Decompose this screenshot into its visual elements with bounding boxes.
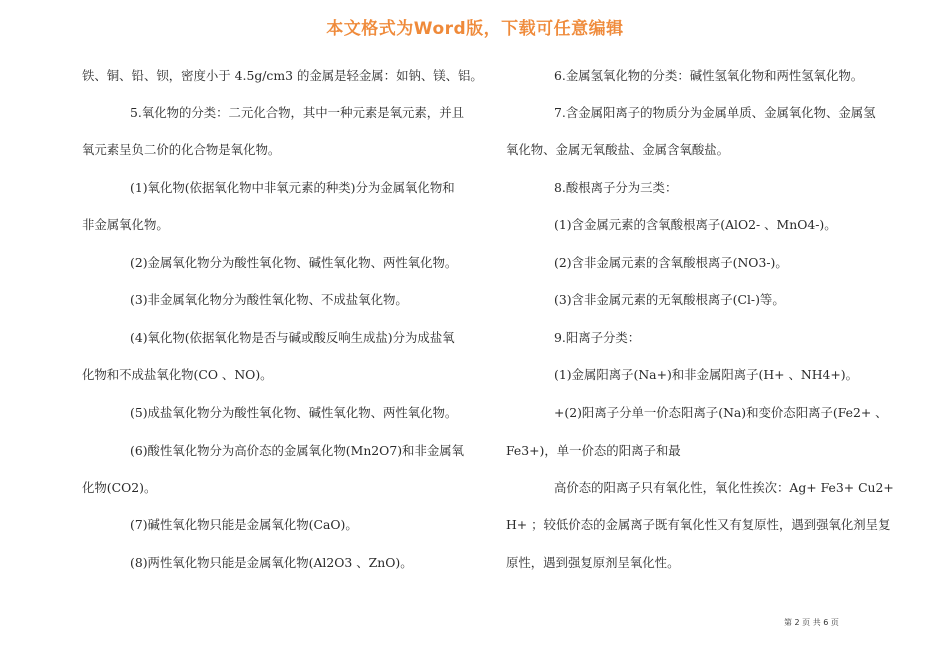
text-line: 6.金属氢氧化物的分类：碱性氢氧化物和两性氢氧化物。: [554, 68, 864, 83]
text-line: (4)氧化物(依据氧化物是否与碱或酸反响生成盐)分为成盐氧: [130, 330, 455, 345]
text-line: H+ ；较低价态的金属离子既有氧化性又有复原性，遇到强氧化剂呈复: [506, 517, 891, 532]
text-line: 铁、铜、铅、钡，密度小于 4.5g/cm3 的金属是轻金属：如钠、镁、铝。: [82, 68, 483, 83]
text-line: (1)金属阳离子(Na+)和非金属阳离子(H+ 、NH4+)。: [554, 367, 859, 382]
text-line: (7)碱性氧化物只能是金属氧化物(CaO)。: [130, 517, 358, 532]
text-line: 高价态的阳离子只有氧化性，氧化性挨次：Ag+ Fe3+ Cu2+: [554, 480, 894, 495]
text-line: 9.阳离子分类：: [554, 330, 641, 345]
text-line: Fe3+)，单一价态的阳离子和最: [506, 443, 681, 458]
text-line: (2)含非金属元素的含氧酸根离子(NO3-)。: [554, 255, 788, 270]
text-line: 7.含金属阳离子的物质分为金属单质、金属氧化物、金属氢: [554, 105, 876, 120]
text-line: 化物和不成盐氧化物(CO 、NO)。: [82, 367, 273, 382]
text-line: 非金属氧化物。: [82, 217, 169, 232]
text-line: (5)成盐氧化物分为酸性氧化物、碱性氧化物、两性氧化物。: [130, 405, 458, 420]
text-line: 化物(CO2)。: [82, 480, 157, 495]
text-line: 氧元素呈负二价的化合物是氧化物。: [82, 142, 281, 157]
text-line: 氧化物、金属无氧酸盐、金属含氧酸盐。: [506, 142, 730, 157]
text-line: (3)非金属氧化物分为酸性氧化物、不成盐氧化物。: [130, 292, 408, 307]
text-line: (3)含非金属元素的无氧酸根离子(Cl-)等。: [554, 292, 785, 307]
text-line: (6)酸性氧化物分为高价态的金属氧化物(Mn2O7)和非金属氧: [130, 443, 465, 458]
document-banner: 本文格式为Word版，下载可任意编辑: [326, 19, 624, 39]
text-line: (1)氧化物(依据氧化物中非氧元素的种类)分为金属氧化物和: [130, 180, 455, 195]
text-line: (1)含金属元素的含氧酸根离子(AlO2- 、MnO4-)。: [554, 217, 837, 232]
page-number: 第 2 页 共 6 页: [784, 618, 839, 627]
text-line: 5.氧化物的分类：二元化合物，其中一种元素是氧元素，并且: [130, 105, 464, 120]
text-line: 原性，遇到强复原剂呈氧化性。: [506, 555, 680, 570]
text-line: 8.酸根离子分为三类：: [554, 180, 678, 195]
text-line: (8)两性氧化物只能是金属氧化物(Al2O3 、ZnO)。: [130, 555, 413, 570]
text-line: (2)金属氧化物分为酸性氧化物、碱性氧化物、两性氧化物。: [130, 255, 458, 270]
text-line: +(2)阳离子分单一价态阳离子(Na)和变价态阳离子(Fe2+ 、: [554, 405, 888, 420]
